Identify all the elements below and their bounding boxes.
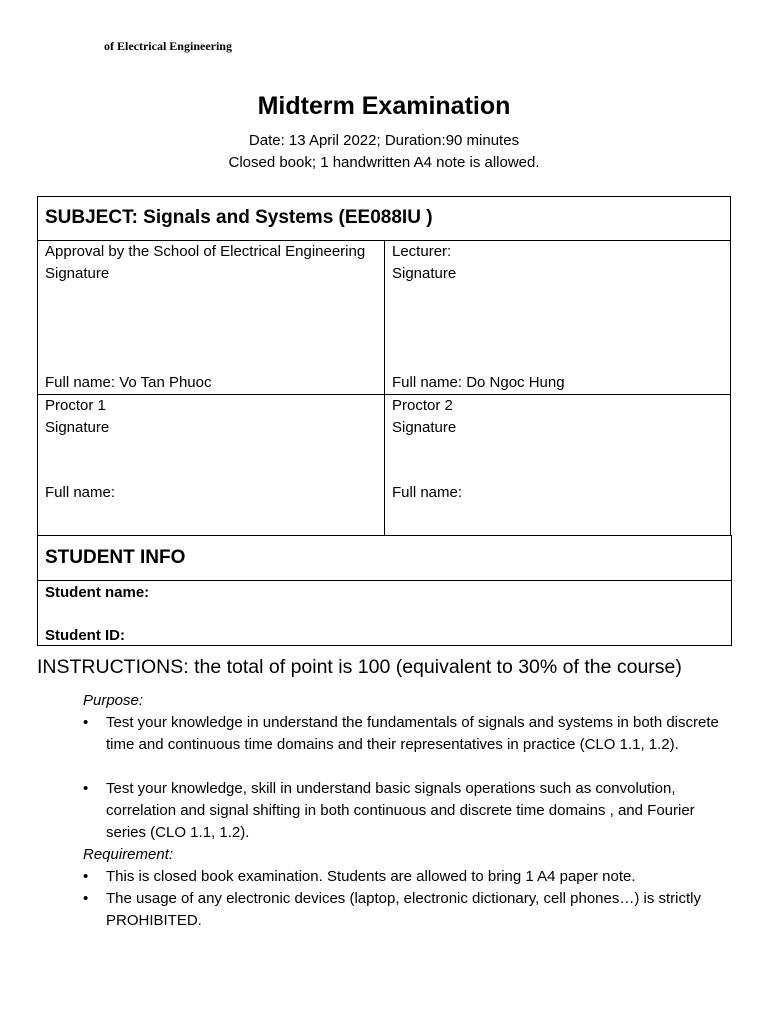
lecturer-label: Lecturer:: [392, 243, 452, 260]
bullet-icon: •: [83, 780, 89, 797]
requirement-item: This is closed book examination. Students are allowed to bring 1 A4 paper note.: [106, 868, 636, 885]
school-header: of Electrical Engineering: [104, 39, 232, 53]
requirement-label: Requirement:: [83, 846, 174, 863]
subject-heading: SUBJECT: Signals and Systems (EE088IU ): [37, 196, 731, 241]
proctor2-full-name: Full name:: [392, 484, 463, 501]
proctor2-label: Proctor 2: [392, 397, 453, 414]
student-info-heading: STUDENT INFO: [37, 535, 732, 581]
proctor1-signature-label: Signature: [45, 419, 110, 436]
proctor2-signature-label: Signature: [392, 419, 457, 436]
exam-date-line: Date: 13 April 2022; Duration:90 minutes: [248, 132, 520, 149]
lecturer-signature-label: Signature: [392, 265, 457, 282]
student-info-fields: [37, 580, 732, 646]
requirement-item: The usage of any electronic devices (laptop, electronic dictionary, cell phones…) is strictly PROHIBITED.: [106, 890, 701, 929]
proctor1-cell: [37, 394, 385, 536]
bullet-icon: •: [83, 868, 89, 885]
proctor2-cell: [384, 394, 731, 536]
proctor1-label: Proctor 1: [45, 397, 106, 414]
purpose-item: Test your knowledge in understand the fundamentals of signals and systems in both discrete time and continuous time domains and their representatives in practice (CLO 1.1, 1.2).: [106, 714, 719, 753]
approval-signature-label: Signature: [45, 265, 110, 282]
exam-title: Midterm Examination: [257, 92, 511, 120]
approval-label: Approval by the School of Electrical Engineering: [45, 243, 366, 260]
student-id-label: Student ID:: [45, 627, 125, 644]
student-name-label: Student name:: [45, 584, 150, 601]
purpose-item: Test your knowledge, skill in understand basic signals operations such as convolution, correlation and signal shifting in both continuous and discrete time domains , and Fourier series (CLO 1.1, 1.2).: [106, 780, 695, 841]
instructions-heading: INSTRUCTIONS: the total of point is 100 (equivalent to 30% of the course): [37, 656, 682, 678]
proctor1-full-name: Full name:: [45, 484, 116, 501]
lecturer-full-name: Full name: Do Ngoc Hung: [392, 374, 565, 391]
lecturer-cell: [384, 240, 731, 395]
purpose-label: Purpose:: [83, 692, 144, 709]
bullet-icon: •: [83, 714, 89, 731]
approval-full-name: Full name: Vo Tan Phuoc: [45, 374, 212, 391]
exam-rule-line: Closed book; 1 handwritten A4 note is allowed.: [228, 154, 540, 171]
approval-cell: [37, 240, 385, 395]
bullet-icon: •: [83, 890, 89, 907]
